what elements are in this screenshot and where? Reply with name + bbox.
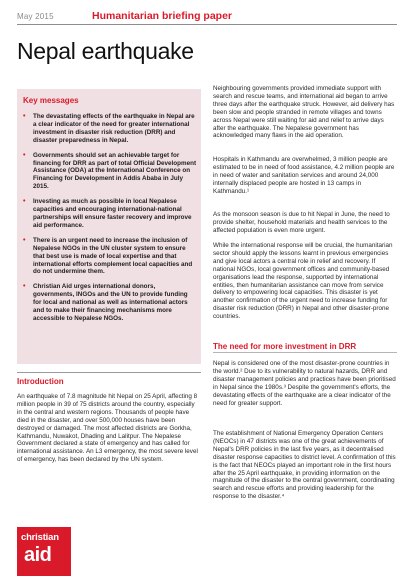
paragraph-disaster-prone: Nepal is considered one of the most disaster-prone countries in the world.² Due to its vulnerability to natural hazards, DRR and disaster management policies and practices have been prioritised in Nepal since the 1980s.³ Despite the government's efforts, the devastating effects of the earthquake are a clear indicator of the need for greater support. [213, 360, 396, 407]
key-messages-box [17, 89, 201, 364]
key-message-text: The devastating effects of the earthquake in Nepal are a clear indicator of the need for greater international investment in disaster risk reduction (DRR) and disaster preparedness in Nepal. [33, 113, 195, 144]
series-title: Humanitarian briefing paper [92, 10, 233, 22]
bullet-icon: • [23, 198, 26, 206]
paragraph-humanitarian-needs: Hospitals in Kathmandu are overwhelmed, 3 million people are estimated to be in need of food assistance, 4.2 million people are in need of water and sanitation services and around 24,000 internally displaced people are hosted in 13 camps in Kathmandu.¹ [213, 156, 395, 195]
paragraph-neoc: The establishment of National Emergency Operation Centers (NEOCs) in 47 districts was one of the great achievements of Nepal's DRR policies in the last five years, as it decentralised disaster response capacities to district level. A confirmation of this is the fact that NEOCs played an important role in the first hours after the 25 April earthquake, in providing information on the magnitude of the disaster to the central government, coordinating search and rescue efforts and providing leadership for the response to the disaster.⁴ [213, 430, 396, 501]
introduction-text: An earthquake of 7.8 magnitude hit Nepal on 25 April, affecting 8 million people in 39 of 75 districts around the country, especially in the central and western regions. Thousands of people have died in the disaster, and over 500,000 houses have been destroyed or damaged. The most affected districts are Gorkha, Kathmandu, Nuwakot, Dhading and Lalitpur. The Nepalese Government declared a state of emergency and has called for international assistance. An L3 emergency, the most severe level of emergency, has been declared by the UN system. [17, 393, 198, 464]
page-title: Nepal earthquake [17, 38, 194, 64]
drr-section-divider [213, 352, 397, 353]
header-divider [17, 24, 397, 25]
key-message-text: Christian Aid urges international donors, governments, INGOs and the UN to provide funding for local and national as well as international actors and to make their financing mechanisms more accessible to Nepalese NGOs. [33, 283, 188, 322]
drr-section-heading: The need for more investment in DRR [213, 342, 357, 351]
key-message-text: Governments should set an achievable target for financing for DRR as part of total Official Development Assistance (ODA) at the International Conference on Financing for Development in Addis Ababa in July 2015. [33, 151, 197, 191]
key-message-item [21, 113, 197, 145]
key-message-item [21, 283, 197, 323]
bullet-icon: • [23, 236, 26, 244]
publication-date: May 2015 [17, 12, 54, 21]
paragraph-monsoon: As the monsoon season is due to hit Nepal in June, the need to provide shelter, household materials and health services to the affected population is even more urgent. [213, 211, 390, 234]
key-messages-heading: Key messages [23, 96, 79, 105]
bullet-icon: • [23, 113, 26, 120]
key-message-item [21, 237, 197, 277]
christian-aid-logo [17, 527, 71, 576]
bullet-icon: • [23, 283, 26, 291]
key-message-text: Investing as much as possible in local Nepalese capacities and encouraging international-national partnerships will ensure faster recovery and improve aid performance. [33, 198, 192, 229]
key-messages-list [21, 113, 197, 330]
bullet-icon: • [23, 151, 26, 159]
introduction-divider [17, 372, 201, 373]
paragraph-local-actors: While the international response will be crucial, the humanitarian sector should apply the lessons learnt in previous emergencies and give local actors a central role in relief and recovery. If national NGOs, local government offices and community-based organisations lead the response, supported by international entities, then humanitarian assistance can move from service delivery to empowering local capacities. This disaster is yet another confirmation of the urgent need to increase funding for disaster risk reduction (DRR) in Nepal and other disaster-prone countries. [213, 242, 393, 321]
logo-text-line1: christian [21, 532, 59, 543]
introduction-heading: Introduction [17, 377, 64, 386]
paragraph-aid-response: Neighbouring governments provided immediate support with search and rescue teams, and international aid began to arrive three days after the earthquake struck. However, aid delivery has been slow and people stranded in remote villages and towns across Nepal were still waiting for aid and relief to arrive days after the earthquake. The Nepalese government has acknowledged many flaws in the aid operation. [213, 85, 395, 140]
logo-text-line2: aid [24, 544, 52, 566]
key-message-item [21, 198, 197, 230]
key-message-item [21, 152, 197, 192]
key-message-text: There is an urgent need to increase the inclusion of Nepalese NGOs in the UN cluster system to ensure that best use is made of local expertise and that international efforts complement local capacities and do not undermine them. [33, 236, 193, 276]
